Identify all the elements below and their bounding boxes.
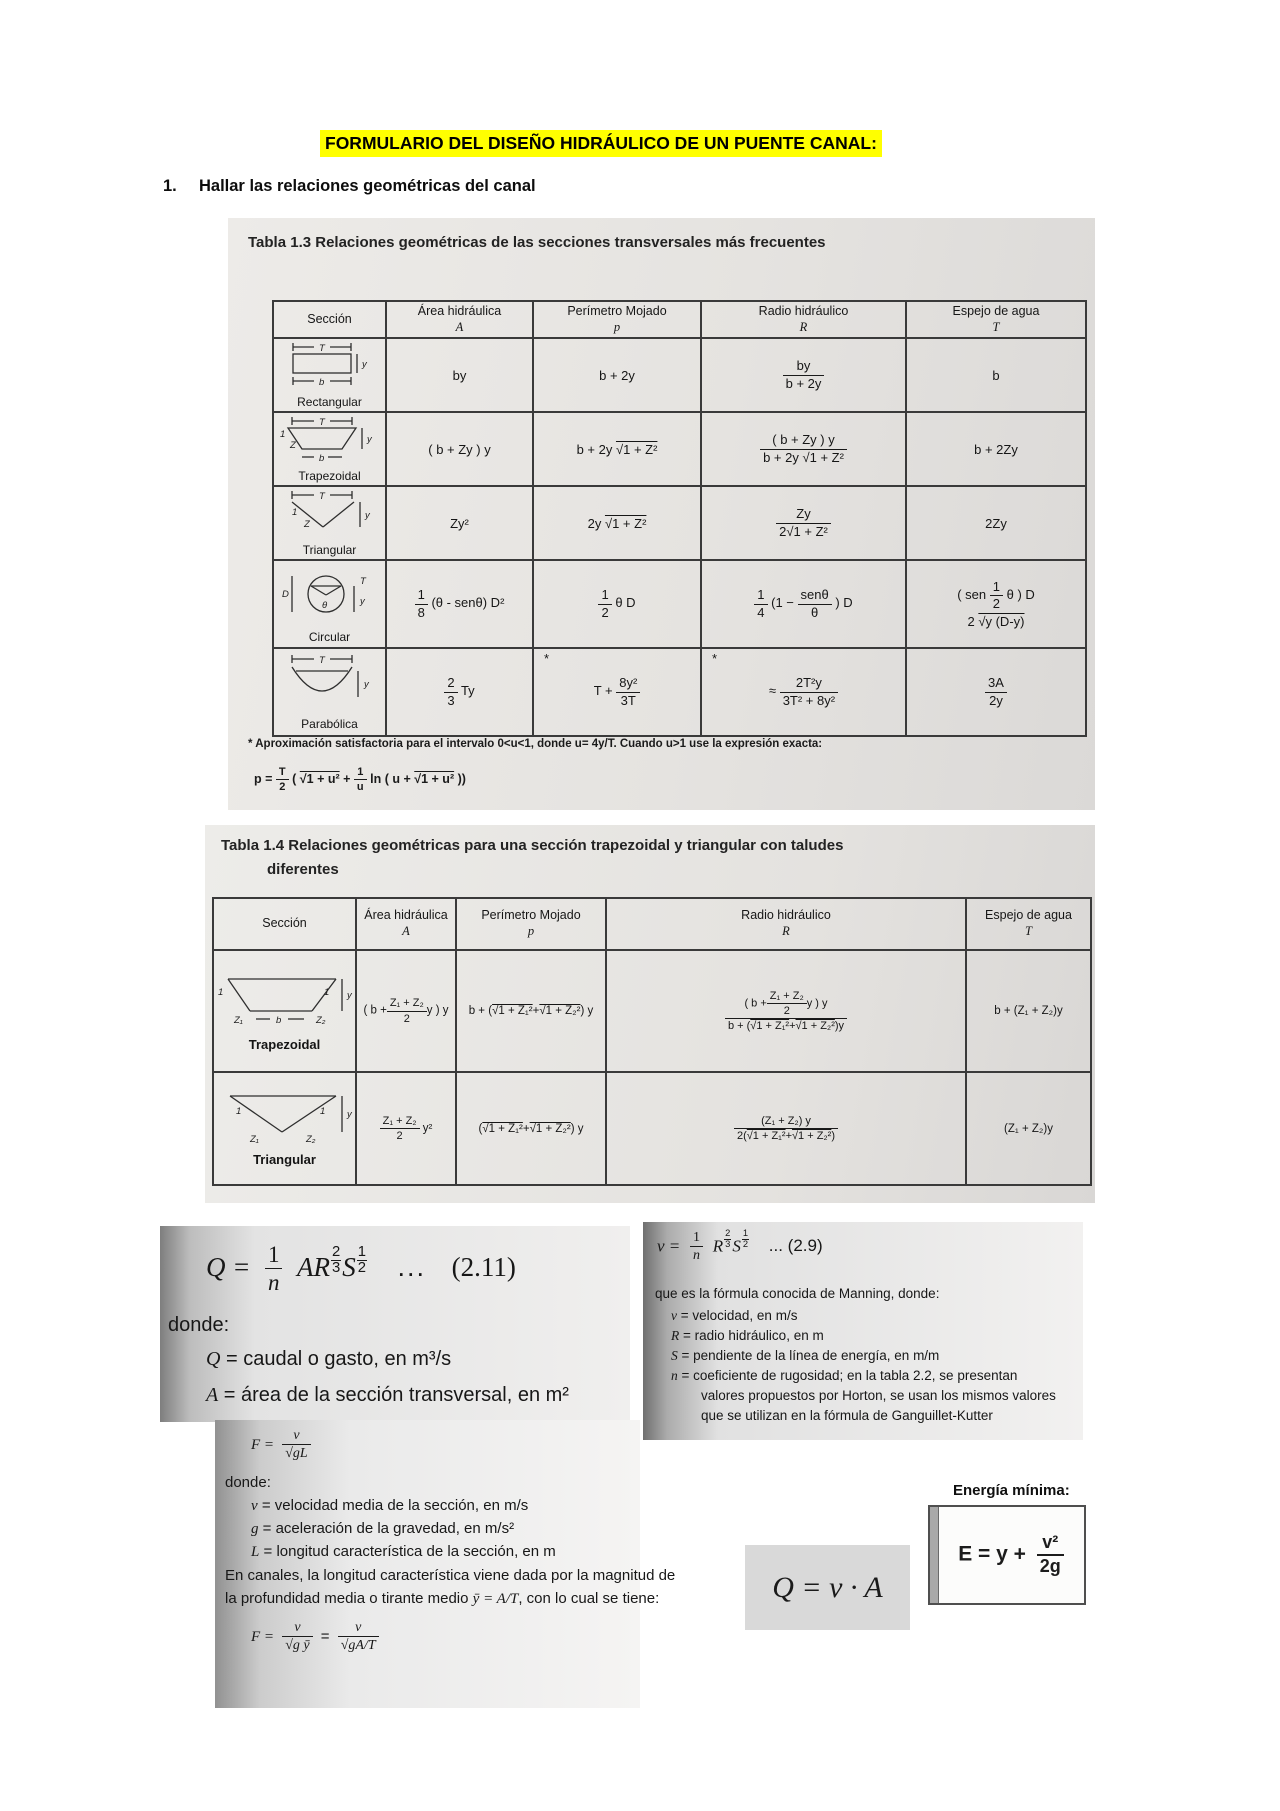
svg-text:y: y xyxy=(363,679,369,691)
svg-text:1: 1 xyxy=(236,1106,242,1117)
cell-seccion xyxy=(273,412,386,486)
tabla-13 xyxy=(272,300,1087,737)
row-trapezoidal-taludes xyxy=(213,950,1091,1072)
froude-formula-channel: F = $\frac{v}{\text{√g ȳ}}$ = $\frac{v}{√gA/T}$ xyxy=(251,1620,383,1654)
eq-2-11: Q = $\frac{1}{n}$ AR $\frac{2}{3}$ S $\frac{1}{2}$ ... (2.11) xyxy=(206,1242,516,1296)
svg-text:Z: Z xyxy=(303,519,310,531)
col-area: Área hidráulica A xyxy=(386,301,533,338)
row-parabolica xyxy=(273,648,1086,736)
tabla-13-header-row xyxy=(273,301,1086,338)
manning-v-block xyxy=(643,1222,1083,1440)
cell-perimetro: b + 2y √1 + Z² xyxy=(533,412,701,486)
equation-number: (2.11) xyxy=(451,1251,516,1282)
cell-seccion xyxy=(273,648,386,736)
cell-radio: $\frac{by}{b + 2y}$ xyxy=(701,338,906,412)
row-rectangular xyxy=(273,338,1086,412)
svg-text:y: y xyxy=(361,359,367,371)
svg-text:1: 1 xyxy=(320,1106,326,1117)
definition-r: R = radio hidráulico, en m xyxy=(671,1328,824,1343)
donde-label: donde: xyxy=(168,1314,230,1336)
footnote-marker: * xyxy=(544,651,550,667)
parabolic-section-diagram xyxy=(278,653,382,713)
definition-n: n = coeficiente de rugosidad; en la tabla 2.2, se presentan xyxy=(671,1368,1018,1383)
cell-area: ( b + $\frac{\text{Z₁ + Z₂}}{2}$ y ) y xyxy=(356,950,456,1072)
donde-label: donde: xyxy=(225,1474,271,1491)
cell-espejo: b + 2Zy xyxy=(906,412,1086,486)
svg-text:y: y xyxy=(364,510,370,522)
section-label: Trapezoidal xyxy=(248,1036,321,1052)
row-circular xyxy=(273,560,1086,648)
cell-seccion xyxy=(273,486,386,560)
trapezoidal-section-diagram xyxy=(278,415,382,465)
svg-text:y: y xyxy=(347,989,352,1001)
svg-text:y: y xyxy=(366,434,372,446)
cell-seccion xyxy=(273,338,386,412)
cell-radio: $\frac{( b + Zy ) y}{\text{b + 2y √1 + Z²}}$ xyxy=(701,412,906,486)
definition-s: S = pendiente de la línea de energía, en m/m xyxy=(671,1348,940,1363)
svg-text:y: y xyxy=(347,1109,352,1120)
svg-text:y: y xyxy=(359,596,365,608)
trapezoidal-diff-slopes-diagram xyxy=(216,971,354,1033)
definition-n-cont1: valores propuestos por Horton, se usan los mismos valores xyxy=(701,1388,1056,1403)
section-heading-text: Hallar las relaciones geométricas del canal xyxy=(199,177,536,195)
svg-text:Z₂: Z₂ xyxy=(316,1014,326,1026)
cell-area: by xyxy=(386,338,533,412)
col-area: Área hidráulica A xyxy=(356,898,456,950)
svg-text:b: b xyxy=(318,453,324,465)
tabla-14-scan-region xyxy=(205,825,1095,1203)
cell-perimetro: b + (√1 + Z₁²+√1 + Z₂²) y xyxy=(456,950,606,1072)
cell-area: Zy² xyxy=(386,486,533,560)
cell-espejo: b + (Z₁ + Z₂)y xyxy=(966,950,1091,1072)
section-number: 1. xyxy=(163,177,177,195)
svg-text:T: T xyxy=(318,343,325,355)
col-seccion: Sección xyxy=(273,301,386,338)
col-espejo: Espejo de agua T xyxy=(966,898,1091,950)
cell-perimetro: (√1 + Z₁²+√1 + Z₂²) y xyxy=(456,1072,606,1185)
section-label: Circular xyxy=(308,630,351,645)
cell-espejo: $\frac{3A}{2y}$ xyxy=(906,648,1086,736)
manning-q-block xyxy=(160,1226,630,1422)
rectangular-section-diagram xyxy=(280,341,380,391)
definition-l: L = longitud característica de la sección, en m xyxy=(251,1543,556,1560)
definition-v: v = velocidad, en m/s xyxy=(671,1308,798,1323)
energia-minima-box xyxy=(928,1505,1086,1605)
page-title: FORMULARIO DEL DISEÑO HIDRÁULICO DE UN PUENTE CANAL: xyxy=(320,130,882,157)
svg-text:T: T xyxy=(359,576,366,588)
col-espejo: Espejo de agua T xyxy=(906,301,1086,338)
section-heading xyxy=(163,177,536,196)
cell-radio: * ≈ $\frac{\text{2T²y}}{\text{3T² + 8y²}}$ xyxy=(701,648,906,736)
eq-2-9: v = $\frac{1}{n}$ R $\frac{2}{3}$ S $\frac{1}{2}$ ... (2.9) xyxy=(657,1228,823,1264)
col-radio: Radio hidráulico R xyxy=(701,301,906,338)
triangular-section-diagram xyxy=(278,489,382,539)
footnote-marker: * xyxy=(712,651,718,667)
cell-perimetro: 2y √1 + Z² xyxy=(533,486,701,560)
tabla-13-footnote: * Aproximación satisfactoria para el intervalo 0<u<1, donde u= 4y/T. Cuando u>1 use la expresión exacta: xyxy=(248,738,823,750)
manning-intro: que es la fórmula conocida de Manning, donde: xyxy=(655,1286,940,1301)
energia-minima-label: Energía mínima: xyxy=(953,1482,1070,1499)
svg-text:Z₂: Z₂ xyxy=(306,1134,316,1145)
energia-minima-formula: E = y + $\frac{\text{v²}}{2g}$ xyxy=(958,1533,1064,1577)
cell-area: $\frac{\text{Z₁ + Z₂}}{2}$ y² xyxy=(356,1072,456,1185)
tabla-14-title-line1: Tabla 1.4 Relaciones geométricas para una sección trapezoidal y triangular con taludes xyxy=(221,837,844,854)
svg-text:T: T xyxy=(318,417,325,429)
cell-perimetro: b + 2y xyxy=(533,338,701,412)
cell-seccion xyxy=(213,1072,356,1185)
cell-radio: ( b + $\frac{\text{Z₁ + Z₂}}{2}$ y ) y b + (√1 + Z₁²+√1 + Z₂²)y xyxy=(606,950,966,1072)
svg-text:1: 1 xyxy=(218,986,224,998)
cell-area: $\frac{2}{3}$ Ty xyxy=(386,648,533,736)
circular-section-diagram xyxy=(278,564,382,626)
col-seccion: Sección xyxy=(213,898,356,950)
svg-text:1: 1 xyxy=(324,986,330,998)
cell-seccion xyxy=(213,950,356,1072)
continuity-formula-block xyxy=(745,1545,910,1630)
cell-radio: $\frac{Zy}{\text{2√1 + Z²}}$ xyxy=(701,486,906,560)
col-perimetro: Perímetro Mojado p xyxy=(456,898,606,950)
svg-text:θ: θ xyxy=(321,600,327,612)
froude-formula-general: F = $\frac{v}{√gL}$ xyxy=(251,1428,315,1462)
section-label: Rectangular xyxy=(297,395,362,410)
definition-a: A = área de la sección transversal, en m² xyxy=(206,1384,569,1406)
svg-text:T: T xyxy=(318,491,325,503)
cell-seccion xyxy=(273,560,386,648)
definition-q: Q = caudal o gasto, en m³/s xyxy=(206,1348,452,1370)
froude-block xyxy=(215,1420,676,1708)
cell-espejo: ( sen $\frac{1}{2}$ θ ) D 2 √y (D-y) xyxy=(906,560,1086,648)
svg-text:D: D xyxy=(281,589,289,601)
svg-text:Z₁: Z₁ xyxy=(234,1014,243,1026)
row-triangular-taludes xyxy=(213,1072,1091,1185)
svg-text:Z: Z xyxy=(289,440,296,452)
row-triangular xyxy=(273,486,1086,560)
exact-perimeter-formula: p = $\frac{T}{2}$ ( √1 + u² + $\frac{1}{u}$ ln ( u + √1 + u² )) xyxy=(254,766,466,794)
cell-radio: $\frac{1}{4}$ (1 − senθ θ ) D xyxy=(701,560,906,648)
cell-espejo: 2Zy xyxy=(906,486,1086,560)
tabla-13-scan-region xyxy=(228,218,1095,810)
section-label: Triangular xyxy=(253,1152,316,1167)
cell-perimetro: * T + $\frac{\text{8y²}}{3T}$ xyxy=(533,648,701,736)
svg-text:b: b xyxy=(276,1014,282,1026)
col-perimetro: Perímetro Mojado p xyxy=(533,301,701,338)
cell-radio: $\frac{\text{(Z₁ + Z₂) y}}{\text{2(√1 + Z₁²+√1 + Z₂²)}}$ xyxy=(606,1072,966,1185)
continuity-formula: Q = v · A xyxy=(772,1570,883,1604)
col-radio: Radio hidráulico R xyxy=(606,898,966,950)
section-label: Parabólica xyxy=(301,717,358,732)
cell-espejo: b xyxy=(906,338,1086,412)
cell-area: ( b + Zy ) y xyxy=(386,412,533,486)
tabla-14-title-line2: diferentes xyxy=(267,861,339,878)
svg-text:1: 1 xyxy=(291,507,297,519)
tabla-14-header-row xyxy=(213,898,1091,950)
definition-v-media: v = velocidad media de la sección, en m/s xyxy=(251,1497,529,1514)
paragraph-line1: En canales, la longitud característica viene dada por la magnitud de xyxy=(225,1567,676,1584)
section-label: Triangular xyxy=(302,543,357,558)
definition-g: g = aceleración de la gravedad, en m/s² xyxy=(251,1520,515,1537)
paragraph-line2: la profundidad media o tirante medio ȳ = A/T, con lo cual se tiene: xyxy=(225,1590,660,1607)
svg-text:T: T xyxy=(318,655,325,667)
svg-text:Z₁: Z₁ xyxy=(250,1134,259,1145)
svg-text:1: 1 xyxy=(279,429,285,441)
triangular-diff-slopes-diagram xyxy=(216,1090,354,1148)
tabla-14 xyxy=(212,897,1092,1186)
cell-perimetro: $\frac{1}{2}$ θ D xyxy=(533,560,701,648)
svg-text:b: b xyxy=(318,377,324,389)
row-trapezoidal xyxy=(273,412,1086,486)
tabla-13-title: Tabla 1.3 Relaciones geométricas de las secciones transversales más frecuentes xyxy=(248,234,826,251)
scan-edge-strip xyxy=(930,1507,939,1603)
definition-n-cont2: que se utilizan en la fórmula de Ganguillet-Kutter xyxy=(701,1408,993,1423)
cell-area: $\frac{1}{8}$ (θ - senθ) D² xyxy=(386,560,533,648)
section-label: Trapezoidal xyxy=(298,469,361,484)
cell-espejo: (Z₁ + Z₂)y xyxy=(966,1072,1091,1185)
